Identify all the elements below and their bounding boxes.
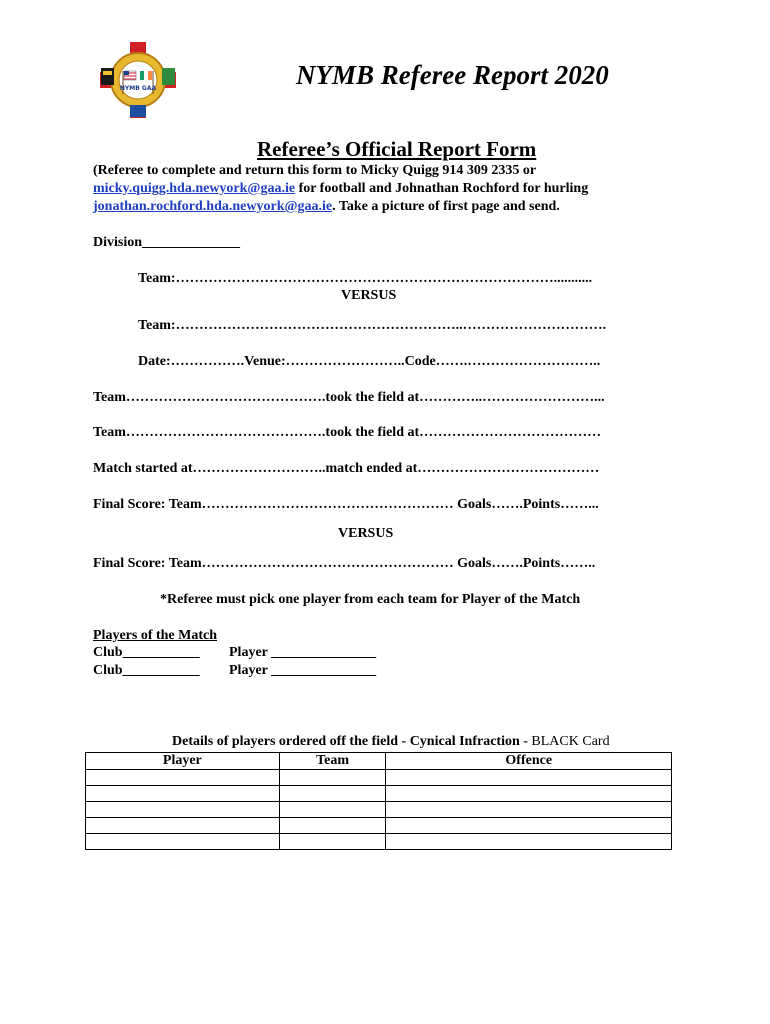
offence-cell[interactable] [386,802,672,818]
division-field[interactable]: Division______________ [93,235,241,250]
intro-line-2 [93,181,588,197]
intro-line-1: (Referee to complete and return this form to Micky Quigg 914 309 2335 or [93,163,537,178]
email-link-hurling[interactable]: jonathan.rochford.hda.newyork@gaa.ie [93,199,333,214]
intro-line-3 [93,199,560,215]
versus-label-2: VERSUS [338,526,394,541]
club-field-1[interactable]: Club___________ [93,645,200,660]
column-header-offence: Offence [386,753,672,770]
black-card-caption-normal: BLACK Card [531,734,610,749]
date-venue-code-field[interactable]: Date:…………….Venue:……………………..Code…….……………………….. [138,354,601,369]
offence-cell[interactable] [386,786,672,802]
team-2-field[interactable]: Team:……………………………………………………..…………………………. [138,318,607,333]
offence-cell[interactable] [386,818,672,834]
intro-line-3-text: . Take a picture of first page and send. [332,199,560,214]
offence-cell[interactable] [386,770,672,786]
final-score-2[interactable]: Final Score: Team……………………………………………… Goals…….Points…….. [93,556,596,571]
black-card-caption [172,734,610,750]
player-cell[interactable] [86,786,280,802]
player-of-match-note: *Referee must pick one player from each team for Player of the Match [160,592,581,607]
page-title: NYMB Referee Report 2020 [296,60,609,90]
match-times-field[interactable]: Match started at………………………..match ended at………………………………… [93,461,600,476]
team-cell[interactable] [279,770,386,786]
took-field-2[interactable]: Team…………………………………….took the field at………………………………… [93,425,602,440]
team-1-field[interactable]: Team:………………………………………………………………………........... [138,271,593,286]
club-field-2[interactable]: Club___________ [93,663,200,678]
team-cell[interactable] [279,834,386,850]
table-row [86,834,672,850]
black-card-table [85,752,672,850]
table-header-row [86,753,672,770]
players-of-match-heading: Players of the Match [93,628,218,643]
offence-cell[interactable] [386,834,672,850]
final-score-1[interactable]: Final Score: Team……………………………………………… Goals…….Points……... [93,497,599,512]
took-field-1[interactable]: Team…………………………………….took the field at…………..……………………... [93,390,605,405]
black-card-caption-bold: Details of players ordered off the field - Cynical Infraction - [172,734,532,749]
player-cell[interactable] [86,834,280,850]
team-cell[interactable] [279,802,386,818]
versus-label-1: VERSUS [341,288,397,303]
player-cell[interactable] [86,770,280,786]
column-header-team: Team [279,753,386,770]
table-row [86,770,672,786]
nymb-logo [100,42,176,118]
player-field-1[interactable]: Player _______________ [229,645,377,660]
team-cell[interactable] [279,786,386,802]
form-subtitle: Referee’s Official Report Form [257,137,537,161]
column-header-player: Player [86,753,280,770]
player-cell[interactable] [86,802,280,818]
email-link-football[interactable]: micky.quigg.hda.newyork@gaa.ie [93,181,296,196]
table-row [86,818,672,834]
player-field-2[interactable]: Player _______________ [229,663,377,678]
table-row [86,802,672,818]
team-cell[interactable] [279,818,386,834]
logo-text: NYMB GAA [119,85,157,92]
intro-line-2-text: for football and Johnathan Rochford for hurling [295,181,589,196]
table-row [86,786,672,802]
player-cell[interactable] [86,818,280,834]
